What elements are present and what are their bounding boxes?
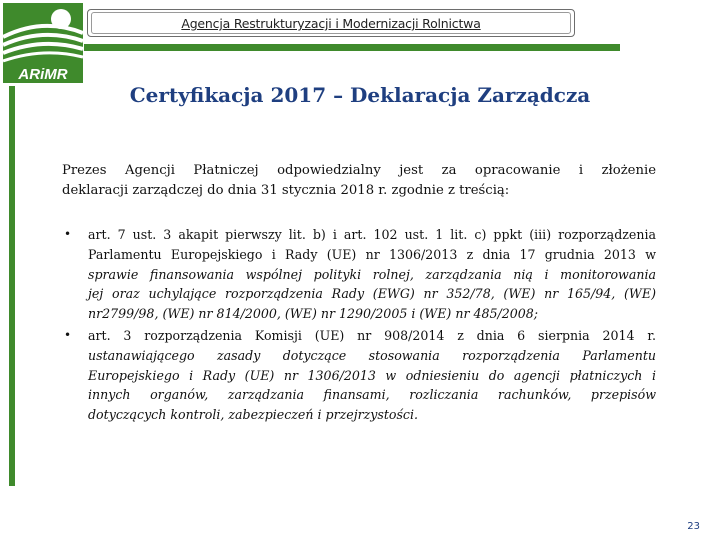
list-line: nr2799/98, (WE) nr 814/2000, (WE) nr 1290/2005 i (WE) nr 485/2008; bbox=[88, 306, 539, 322]
intro-line: deklaracji zarządczej do dnia 31 stycznia 2018 r. zgodnie z treścią: bbox=[62, 183, 510, 198]
bullet-icon: • bbox=[64, 327, 72, 342]
list-line: jej oraz uchylające rozporządzenia Rady (EWG) nr 352/78, (WE) nr 165/94, (WE) bbox=[88, 286, 656, 302]
list-line: dotyczących kontroli, zabezpieczeń i przejrzystości. bbox=[88, 407, 419, 423]
legal-basis-list bbox=[62, 225, 656, 425]
top-green-bar bbox=[84, 44, 620, 51]
list-line: art. 3 rozporządzenia Komisji (UE) nr 908/2014 z dnia 6 sierpnia 2014 r. bbox=[88, 327, 656, 343]
page-number: 23 bbox=[687, 521, 700, 532]
list-line: Europejskiego i Rady (UE) nr 1306/2013 w odniesieniu do agencji płatniczych i bbox=[88, 367, 656, 383]
list-item bbox=[62, 326, 656, 425]
slide-title: Certyfikacja 2017 – Deklaracja Zarządcza bbox=[129, 83, 591, 107]
list-line: art. 7 ust. 3 akapit pierwszy lit. b) i art. 102 ust. 1 lit. c) ppkt (iii) rozporządzenia bbox=[88, 227, 656, 242]
list-line: ustanawiającego zasady dotyczące stosowania rozporządzenia Parlamentu bbox=[88, 347, 656, 363]
intro-paragraph bbox=[62, 161, 656, 201]
list-line: Parlamentu Europejskiego i Rady (UE) nr 1306/2013 z dnia 17 grudnia 2013 w bbox=[88, 246, 656, 262]
agency-name: Agencja Restrukturyzacji i Modernizacji Rolnictwa bbox=[181, 16, 481, 31]
bullet-icon: • bbox=[64, 227, 72, 241]
list-line: sprawie finansowania wspólnej polityki rolnej, zarządzania nią i monitorowania bbox=[88, 266, 656, 282]
list-item bbox=[62, 225, 656, 324]
logo-text: ARiMR bbox=[18, 66, 68, 83]
arimr-logo bbox=[3, 3, 83, 83]
intro-line: Prezes Agencji Płatniczej odpowiedzialny jest za opracowanie i złożenie bbox=[62, 163, 656, 178]
field-rows-icon bbox=[3, 3, 83, 83]
left-green-bar bbox=[9, 86, 15, 486]
list-line: innych organów, zarządzania finansami, rozliczania rachunków, przepisów bbox=[88, 387, 656, 403]
